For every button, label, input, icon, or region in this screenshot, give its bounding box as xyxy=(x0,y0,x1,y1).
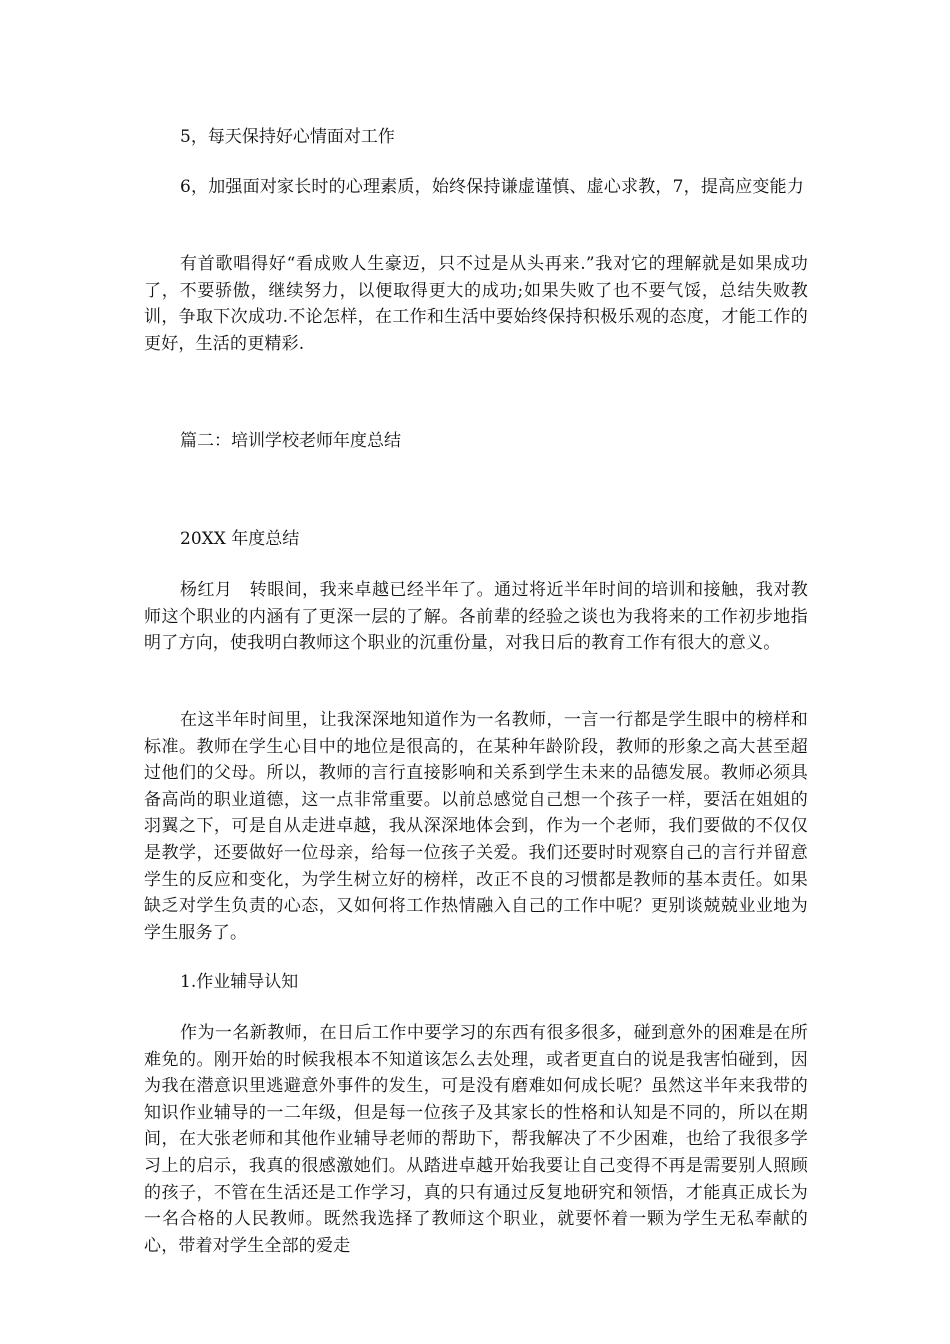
list-item-5: 5，每天保持好心情面对工作 xyxy=(180,127,395,147)
document-title: 20XX 年度总结 xyxy=(180,529,300,549)
paragraph-new-teacher: 作为一名新教师，在日后工作中要学习的东西有很多很多，碰到意外的困难是在所难免的。刚开始的时候我根本不知道该怎么去处理，或者更直白的说是我害怕碰到，因为我在潜意识里逃避意外事件的发生，可是没有磨难如何成长呢？虽然这半年来我带的知识作业辅导的一二年级，但是每一位孩子及其家长的性格和认知是不同的，所以在期间，在大张老师和其他作业辅导老师的帮助下，帮我解决了不少困难，也给了我很多学习上的启示，我真的很感激她们。从踏进卓越开始我要让自己变得不再是需要别人照顾的孩子，不管在生活还是工作学习，真的只有通过反复地研究和领悟，才能真正成长为一名合格的人民教师。既然我选择了教师这个职业，就要怀着一颗为学生无私奉献的心，带着对学生全部的爱走 xyxy=(144,1023,808,1256)
paragraph-teacher-role: 在这半年时间里，让我深深地知道作为一名教师，一言一行都是学生眼中的榜样和标准。教师在学生心目中的地位是很高的，在某种年龄阶段，教师的形象之高大甚至超过他们的父母。所以，教师的言行直接影响和关系到学生未来的品德发展。教师必须具备高尚的职业道德，这一点非常重要。以前总感觉自己想一个孩子一样，要活在姐姐的羽翼之下，可是自从走进卓越，我从深深地体会到，作为一个老师，我们要做的不仅仅是教学，还要做好一位母亲，给每一位孩子关爱。我们还要时时观察自己的言行并留意学生的反应和变化，为学生树立好的榜样，改正不良的习惯都是教师的基本责任。如果缺乏对学生负责的心态，又如何将工作热情融入自己的工作中呢？更别谈兢兢业业地为学生服务了。 xyxy=(144,710,808,943)
list-item-6-7: 6，加强面对家长时的心理素质，始终保持谦虚谨慎、虚心求教，7，提高应变能力 xyxy=(180,177,805,197)
subheading-homework: 1.作业辅导认知 xyxy=(180,972,299,992)
section-heading: 篇二：培训学校老师年度总结 xyxy=(180,431,401,451)
paragraph-song-quote: 有首歌唱得好“看成败人生豪迈，只不过是从头再来.”我对它的理解就是如果成功了，不要骄傲，继续努力，以便取得更大的成功;如果失败了也不要气馁，总结失败教训，争取下次成功.不论怎样，在工作和生活中要始终保持积极乐观的态度，才能工作的更好，生活的更精彩. xyxy=(144,254,808,354)
paragraph-intro: 杨红月 转眼间，我来卓越已经半年了。通过将近半年时间的培训和接触，我对教师这个职业的内涵有了更深一层的了解。各前辈的经验之谈也为我将来的工作初步地指明了方向，使我明白教师这个职业的沉重份量，对我日后的教育工作有很大的意义。 xyxy=(144,580,808,654)
